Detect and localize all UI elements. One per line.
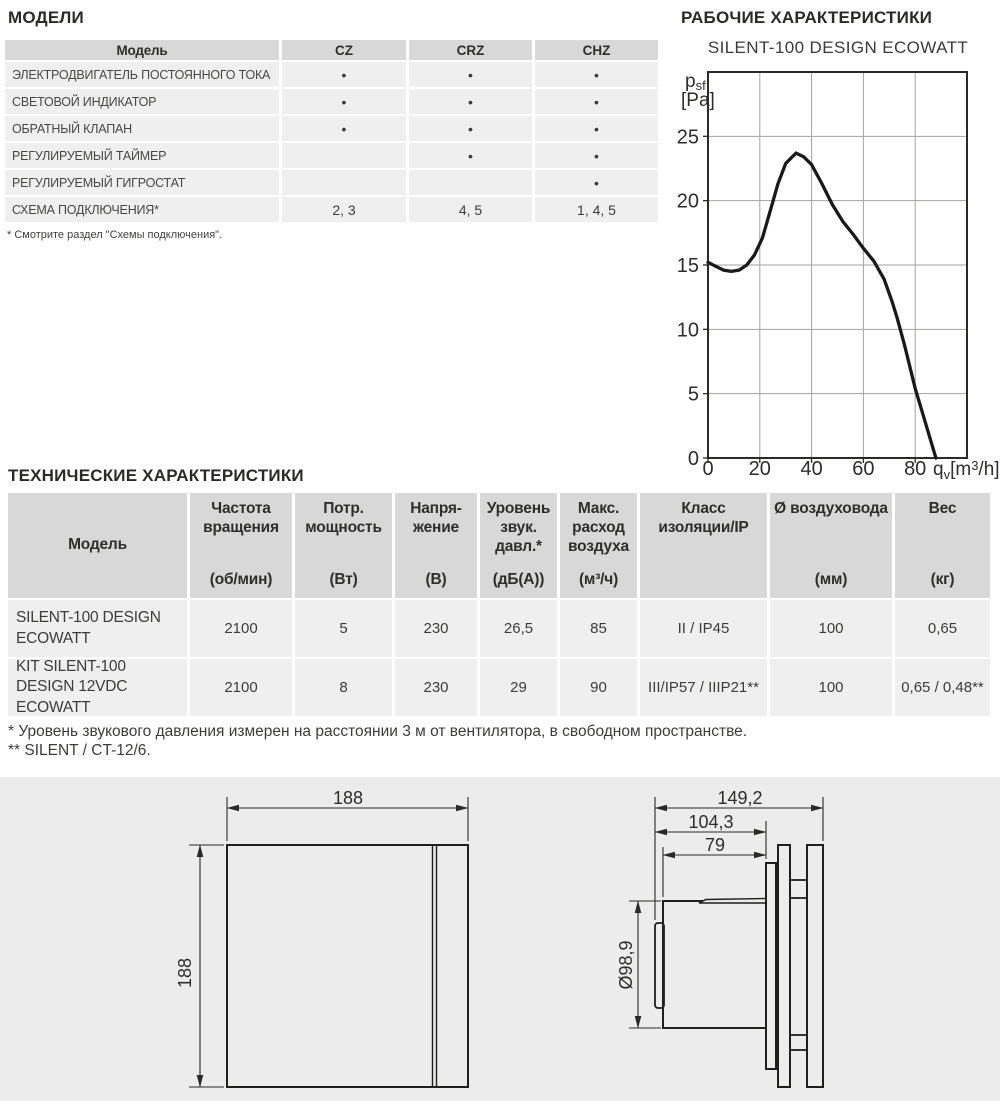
feature-dot: • xyxy=(409,89,532,114)
feature-label: РЕГУЛИРУЕМЫЙ ТАЙМЕР xyxy=(5,143,279,168)
feature-label: ОБРАТНЫЙ КЛАПАН xyxy=(5,116,279,141)
column-header-duct-diameter: Ø воздуховода (мм) xyxy=(770,493,892,598)
column-header-speed: Частота вращения (об/мин) xyxy=(190,493,292,598)
feature-dot: • xyxy=(409,116,532,141)
column-header-sound: Уровень звук. давл.* (дБ(А)) xyxy=(480,493,557,598)
models-header-model: Модель xyxy=(5,40,279,60)
feature-dot: • xyxy=(535,143,658,168)
chart-title: SILENT-100 DESIGN ECOWATT xyxy=(707,38,969,57)
value-cell: III/IP57 / IIIP21** xyxy=(640,659,767,716)
feature-dot: • xyxy=(409,62,532,87)
value-cell: 26,5 xyxy=(480,600,557,657)
side-inner-label: 79 xyxy=(704,835,726,855)
x-tick-label: 80 xyxy=(904,458,927,480)
drawings-band xyxy=(0,777,1000,1101)
value-cell: 230 xyxy=(395,659,477,716)
table-row xyxy=(8,600,990,657)
table-row xyxy=(5,170,658,195)
value-cell: 100 xyxy=(770,600,892,657)
value-cell: 0,65 / 0,48** xyxy=(895,659,990,716)
body-frame xyxy=(778,845,790,1087)
x-tick-label: 20 xyxy=(748,458,771,480)
dimension-drawings xyxy=(0,777,1000,1101)
x-tick-label: 60 xyxy=(852,458,875,480)
column-header-power: Потр. мощность (Вт) xyxy=(295,493,392,598)
feature-dot xyxy=(282,143,406,168)
performance-section-title: РАБОЧИЕ ХАРАКТЕРИСТИКИ xyxy=(681,8,933,27)
motor-cable xyxy=(699,899,766,904)
models-header-chz: CHZ xyxy=(535,40,658,60)
table-row xyxy=(8,659,990,716)
footnote-kit: ** SILENT / CT-12/6. xyxy=(8,742,151,759)
model-name-cell: KIT SILENT-100 DESIGN 12VDC ECOWATT xyxy=(8,659,187,716)
value-cell: 100 xyxy=(770,659,892,716)
side-total-label: 149,2 xyxy=(717,788,763,808)
y-axis-unit-symbol: psf xyxy=(685,71,706,93)
feature-label: ЭЛЕКТРОДВИГАТЕЛЬ ПОСТОЯННОГО ТОКА xyxy=(5,62,279,87)
column-header-model: Модель xyxy=(8,493,187,598)
table-row xyxy=(5,197,658,222)
tech-section-title: ТЕХНИЧЕСКИЕ ХАРАКТЕРИСТИКИ xyxy=(8,466,304,485)
side-view xyxy=(616,788,823,1087)
mounting-plate xyxy=(766,863,776,1069)
feature-dot: • xyxy=(535,62,658,87)
value-cell: 2100 xyxy=(190,600,292,657)
performance-curve xyxy=(708,153,936,458)
schema-value: 1, 4, 5 xyxy=(535,197,658,222)
front-cover xyxy=(807,845,823,1087)
model-name-cell: SILENT-100 DESIGN ECOWATT xyxy=(8,600,187,657)
value-cell: II / IP45 xyxy=(640,600,767,657)
y-tick-label: 10 xyxy=(676,319,699,342)
feature-dot: • xyxy=(535,170,658,195)
tech-table xyxy=(8,493,990,716)
feature-dot: • xyxy=(282,89,406,114)
value-cell: 85 xyxy=(560,600,637,657)
feature-dot: • xyxy=(535,89,658,114)
feature-label: СВЕТОВОЙ ИНДИКАТОР xyxy=(5,89,279,114)
value-cell: 90 xyxy=(560,659,637,716)
table-row xyxy=(5,62,658,87)
models-header-cz: CZ xyxy=(282,40,406,60)
x-tick-label: 0 xyxy=(702,458,714,480)
column-header-voltage: Напря-жение (В) xyxy=(395,493,477,598)
models-header-crz: CRZ xyxy=(409,40,532,60)
value-cell: 8 xyxy=(295,659,392,716)
y-tick-label: 25 xyxy=(676,126,699,149)
feature-dot: • xyxy=(282,62,406,87)
models-table-header-row xyxy=(5,40,658,60)
feature-dot: • xyxy=(282,116,406,141)
column-header-insulation: Класс изоляции/IP xyxy=(640,493,767,598)
tech-footnotes xyxy=(8,722,747,760)
column-header-weight: Вес (кг) xyxy=(895,493,990,598)
feature-dot xyxy=(409,170,532,195)
side-diameter-label: Ø98,9 xyxy=(616,940,636,990)
value-cell: 230 xyxy=(395,600,477,657)
cover-clip-bottom xyxy=(790,1035,807,1050)
feature-dot: • xyxy=(535,116,658,141)
chart-curve-group xyxy=(708,153,936,458)
column-header-airflow: Макс. расход воздуха (м³/ч) xyxy=(560,493,637,598)
models-table xyxy=(5,40,658,222)
y-tick-label: 15 xyxy=(676,255,699,277)
cover-clip-top xyxy=(790,880,807,898)
models-footnote: * Смотрите раздел "Схемы подключения". xyxy=(7,229,223,241)
y-axis-unit-pa: [Pa] xyxy=(681,90,715,111)
table-row xyxy=(5,143,658,168)
feature-label: СХЕМА ПОДКЛЮЧЕНИЯ* xyxy=(5,197,279,222)
value-cell: 5 xyxy=(295,600,392,657)
tech-header-row xyxy=(8,493,990,598)
y-tick-label: 20 xyxy=(676,190,699,213)
footnote-sound: * Уровень звукового давления измерен на расстоянии 3 м от вентилятора, в свободном пространстве. xyxy=(8,723,748,740)
models-section-title: МОДЕЛИ xyxy=(8,8,84,27)
value-cell: 29 xyxy=(480,659,557,716)
value-cell: 0,65 xyxy=(895,600,990,657)
performance-chart xyxy=(640,30,1000,482)
feature-label: РЕГУЛИРУЕМЫЙ ГИГРОСТАТ xyxy=(5,170,279,195)
front-width-label: 188 xyxy=(332,788,364,808)
schema-value: 2, 3 xyxy=(282,197,406,222)
x-tick-label: 40 xyxy=(800,458,823,480)
feature-dot xyxy=(282,170,406,195)
table-row xyxy=(5,116,658,141)
y-tick-label: 5 xyxy=(687,383,699,406)
front-height-label: 188 xyxy=(175,957,195,989)
front-view xyxy=(175,788,468,1087)
feature-dot: • xyxy=(409,143,532,168)
side-depth-label: 104,3 xyxy=(688,812,734,832)
x-axis-unit: $q_v[m^3/h]$ xyxy=(933,458,1000,482)
duct-body xyxy=(663,901,766,1028)
y-tick-label: 0 xyxy=(687,448,699,470)
schema-value: 4, 5 xyxy=(409,197,532,222)
table-row xyxy=(5,89,658,114)
value-cell: 2100 xyxy=(190,659,292,716)
